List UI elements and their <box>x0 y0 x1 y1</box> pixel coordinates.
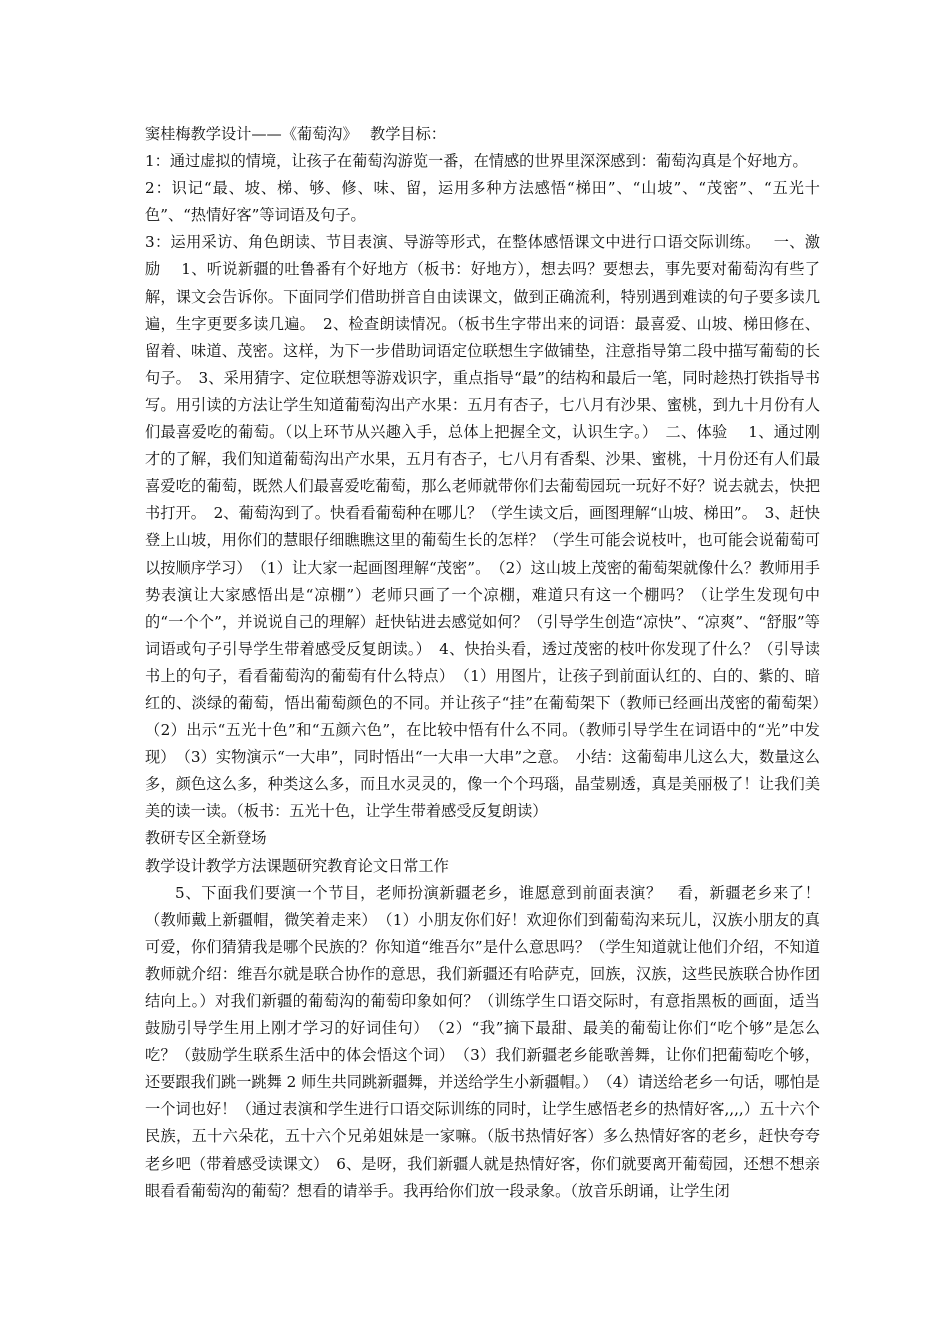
lesson-body-continued: 5、下面我们要演一个节目，老师扮演新疆老乡，谁愿意到前面表演？ 看，新疆老乡来了！（教师戴上新疆帽，微笑着走来） （1）小朋友你们好！欢迎你们到葡萄沟来玩儿，汉族小朋友的真可爱，你们猜猜我是哪个民族的？你知道“维吾尔”是什么意思吗？（学生知道就让他们介绍，不知道教师就介绍：维吾尔就是联合协作的意思，我们新疆还有哈萨克，回族，汉族，这些民族联合协作团结向上。）对我们新疆的葡萄沟的葡萄印象如何？（训练学生口语交际时，有意指黑板的画面，适当鼓励引导学生用上刚才学习的好词佳句） （2）“我”摘下最甜、最美的葡萄让你们“吃个够”是怎么吃？（鼓励学生联系生活中的体会悟这个词） （3）我们新疆老乡能歌善舞，让你们把葡萄吃个够，还要跟我们跳一跳舞 2 师生共同跳新疆舞，并送给学生小新疆帽。） （4）请送给老乡一句话，哪怕是一个词也好！（通过表演和学生进行口语交际训练的同时，让学生感悟老乡的热情好客,,,,）五十六个民族，五十六朵花，五十六个兄弟姐妹是一家嘛。（版书热情好客）多么热情好客的老乡，赶快夸夸老乡吧（带着感受读课文） 6、是呀，我们新疆人就是热情好客，你们就要离开葡萄园，还想不想亲眼看看葡萄沟的葡萄？想看的请举手。我再给你们放一段录象。（放音乐朗诵，让学生闭 <box>145 883 820 1200</box>
objective-2: 2：识记“最、坡、梯、够、修、味、留，运用多种方法感悟“梯田”、“山坡”、“茂密”、“五光十色”、“热情好客”等词语及句子。 <box>145 179 820 225</box>
teaching-zone-heading: 教研专区全新登场 <box>145 829 267 848</box>
objective-3-and-lesson-body: 3：运用采访、角色朗读、节目表演、导游等形式，在整体感悟课文中进行口语交际训练。 一、激励 1、听说新疆的吐鲁番有个好地方（板书：好地方），想去吗？要想去，事先要对葡萄沟有些了解，课文会告诉你。下面同学们借助拼音自由读课文，做到正确流利，特别遇到难读的句子要多读几遍，生字更要多读几遍。 2、检查朗读情况。（板书生字带出来的词语：最喜爱、山坡、梯田修在、留着、味道、茂密。这样，为下一步借助词语定位联想生字做铺垫，注意指导第二段中描写葡萄的长句子。 3、采用猜字、定位联想等游戏识字，重点指导“最”的结构和最后一笔，同时趁热打铁指导书写。用引读的方法让学生知道葡萄沟出产水果：五月有杏子，七八月有沙果、蜜桃，到九十月份有人们最喜爱吃的葡萄。（以上环节从兴趣入手，总体上把握全文，认识生字。） 二、体验 1、通过刚才的了解，我们知道葡萄沟出产水果，五月有杏子，七八月有香梨、沙果、蜜桃，十月份还有人们最喜爱吃的葡萄，既然人们最喜爱吃葡萄，那么老师就带你们去葡萄园玩一玩好不好？说去就去，快把书打开。 2、葡萄沟到了。快看看葡萄种在哪儿？（学生读文后，画图理解“山坡、梯田”。 3、赶快登上山坡，用你们的慧眼仔细瞧瞧这里的葡萄生长的怎样？（学生可能会说枝叶，也可能会说葡萄可以按顺序学习） （1）让大家一起画图理解“茂密”。 （2）这山坡上茂密的葡萄架就像什么？教师用手势表演让大家感悟出是“凉棚”）老师只画了一个凉棚，难道只有这一个棚吗？（让学生发现句中的“一个个”，并说说自己的理解）赶快钻进去感觉如何？（引导学生创造“凉快”、“凉爽”、“舒服”等词语或句子引导学生带着感受反复朗读。） 4、快抬头看，透过茂密的枝叶你发现了什么？（引导读书上的句子，看看葡萄沟的葡萄有什么特点） （1）用图片，让孩子到前面认红的、白的、紫的、暗红的、淡绿的葡萄，悟出葡萄颜色的不同。并让孩子“挂”在葡萄架下（教师已经画出茂密的葡萄架） （2）出示“五光十色”和“五颜六色”，在比较中悟有什么不同。（教师引导学生在词语中的“光”中发现） （3）实物演示“一大串”，同时悟出“一大串一大串”之意。 小结：这葡萄串儿这么大，数量这么多，颜色这么多，种类这么多，而且水灵灵的，像一个个玛瑙，晶莹剔透，真是美丽极了！让我们美美的读一读。（板书：五光十色，让学生带着感受反复朗读） <box>145 233 836 821</box>
category-line: 教学设计教学方法课题研究教育论文日常工作 <box>145 856 449 875</box>
objective-1: 1：通过虚拟的情境，让孩子在葡萄沟游览一番，在情感的世界里深深感到：葡萄沟真是个好地方。 <box>145 152 808 171</box>
document-title-line: 窦桂梅教学设计——《葡萄沟》 教学目标： <box>145 125 446 143</box>
document-body <box>145 121 836 1205</box>
